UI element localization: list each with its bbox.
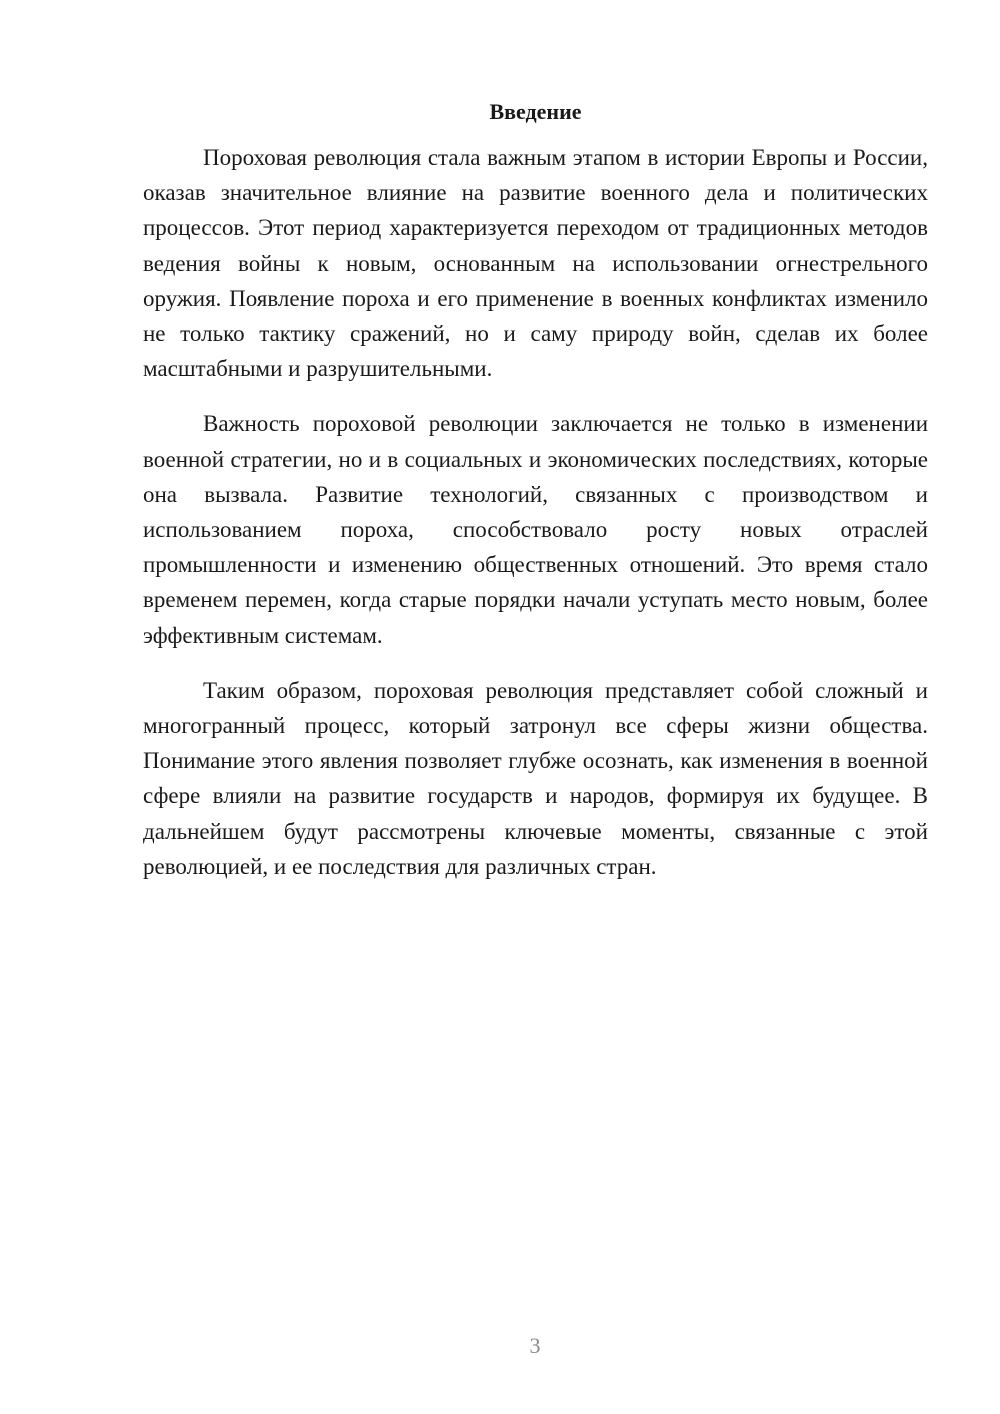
section-heading: Введение: [489, 99, 582, 124]
paragraph-2: Важность пороховой революции заключается не только в изменении военной стратегии, но и в социальных и экономических последствиях, которые она вызвала. Развитие технологий, связанных с производством и использованием пороха, способствовало росту новых отраслей промышленности и изменению общественных отношений. Это время стало временем перемен, когда старые порядки начали уступать место новым, более эффективным системам.: [143, 411, 928, 648]
paragraph-1: Пороховая революция стала важным этапом в истории Европы и России, оказав значительное влияние на развитие военного дела и политических процессов. Этот период характеризуется переходом от традиционных методов ведения войны к новым, основанным на использовании огнестрельного оружия. Появление пороха и его применение в военных конфликтах изменило не только тактику сражений, но и саму природу войн, сделав их более масштабными и разрушительными.: [143, 145, 928, 382]
paragraph-3: Таким образом, пороховая революция представляет собой сложный и многогранный процесс, который затронул все сферы жизни общества. Понимание этого явления позволяет глубже осознать, как изменения в военной сфере влияли на развитие государств и народов, формируя их будущее. В дальнейшем будут рассмотрены ключевые моменты, связанные с этой революцией, и ее последствия для различных стран.: [143, 677, 928, 879]
document-body: [143, 140, 928, 904]
page-number: 3: [529, 1333, 541, 1358]
